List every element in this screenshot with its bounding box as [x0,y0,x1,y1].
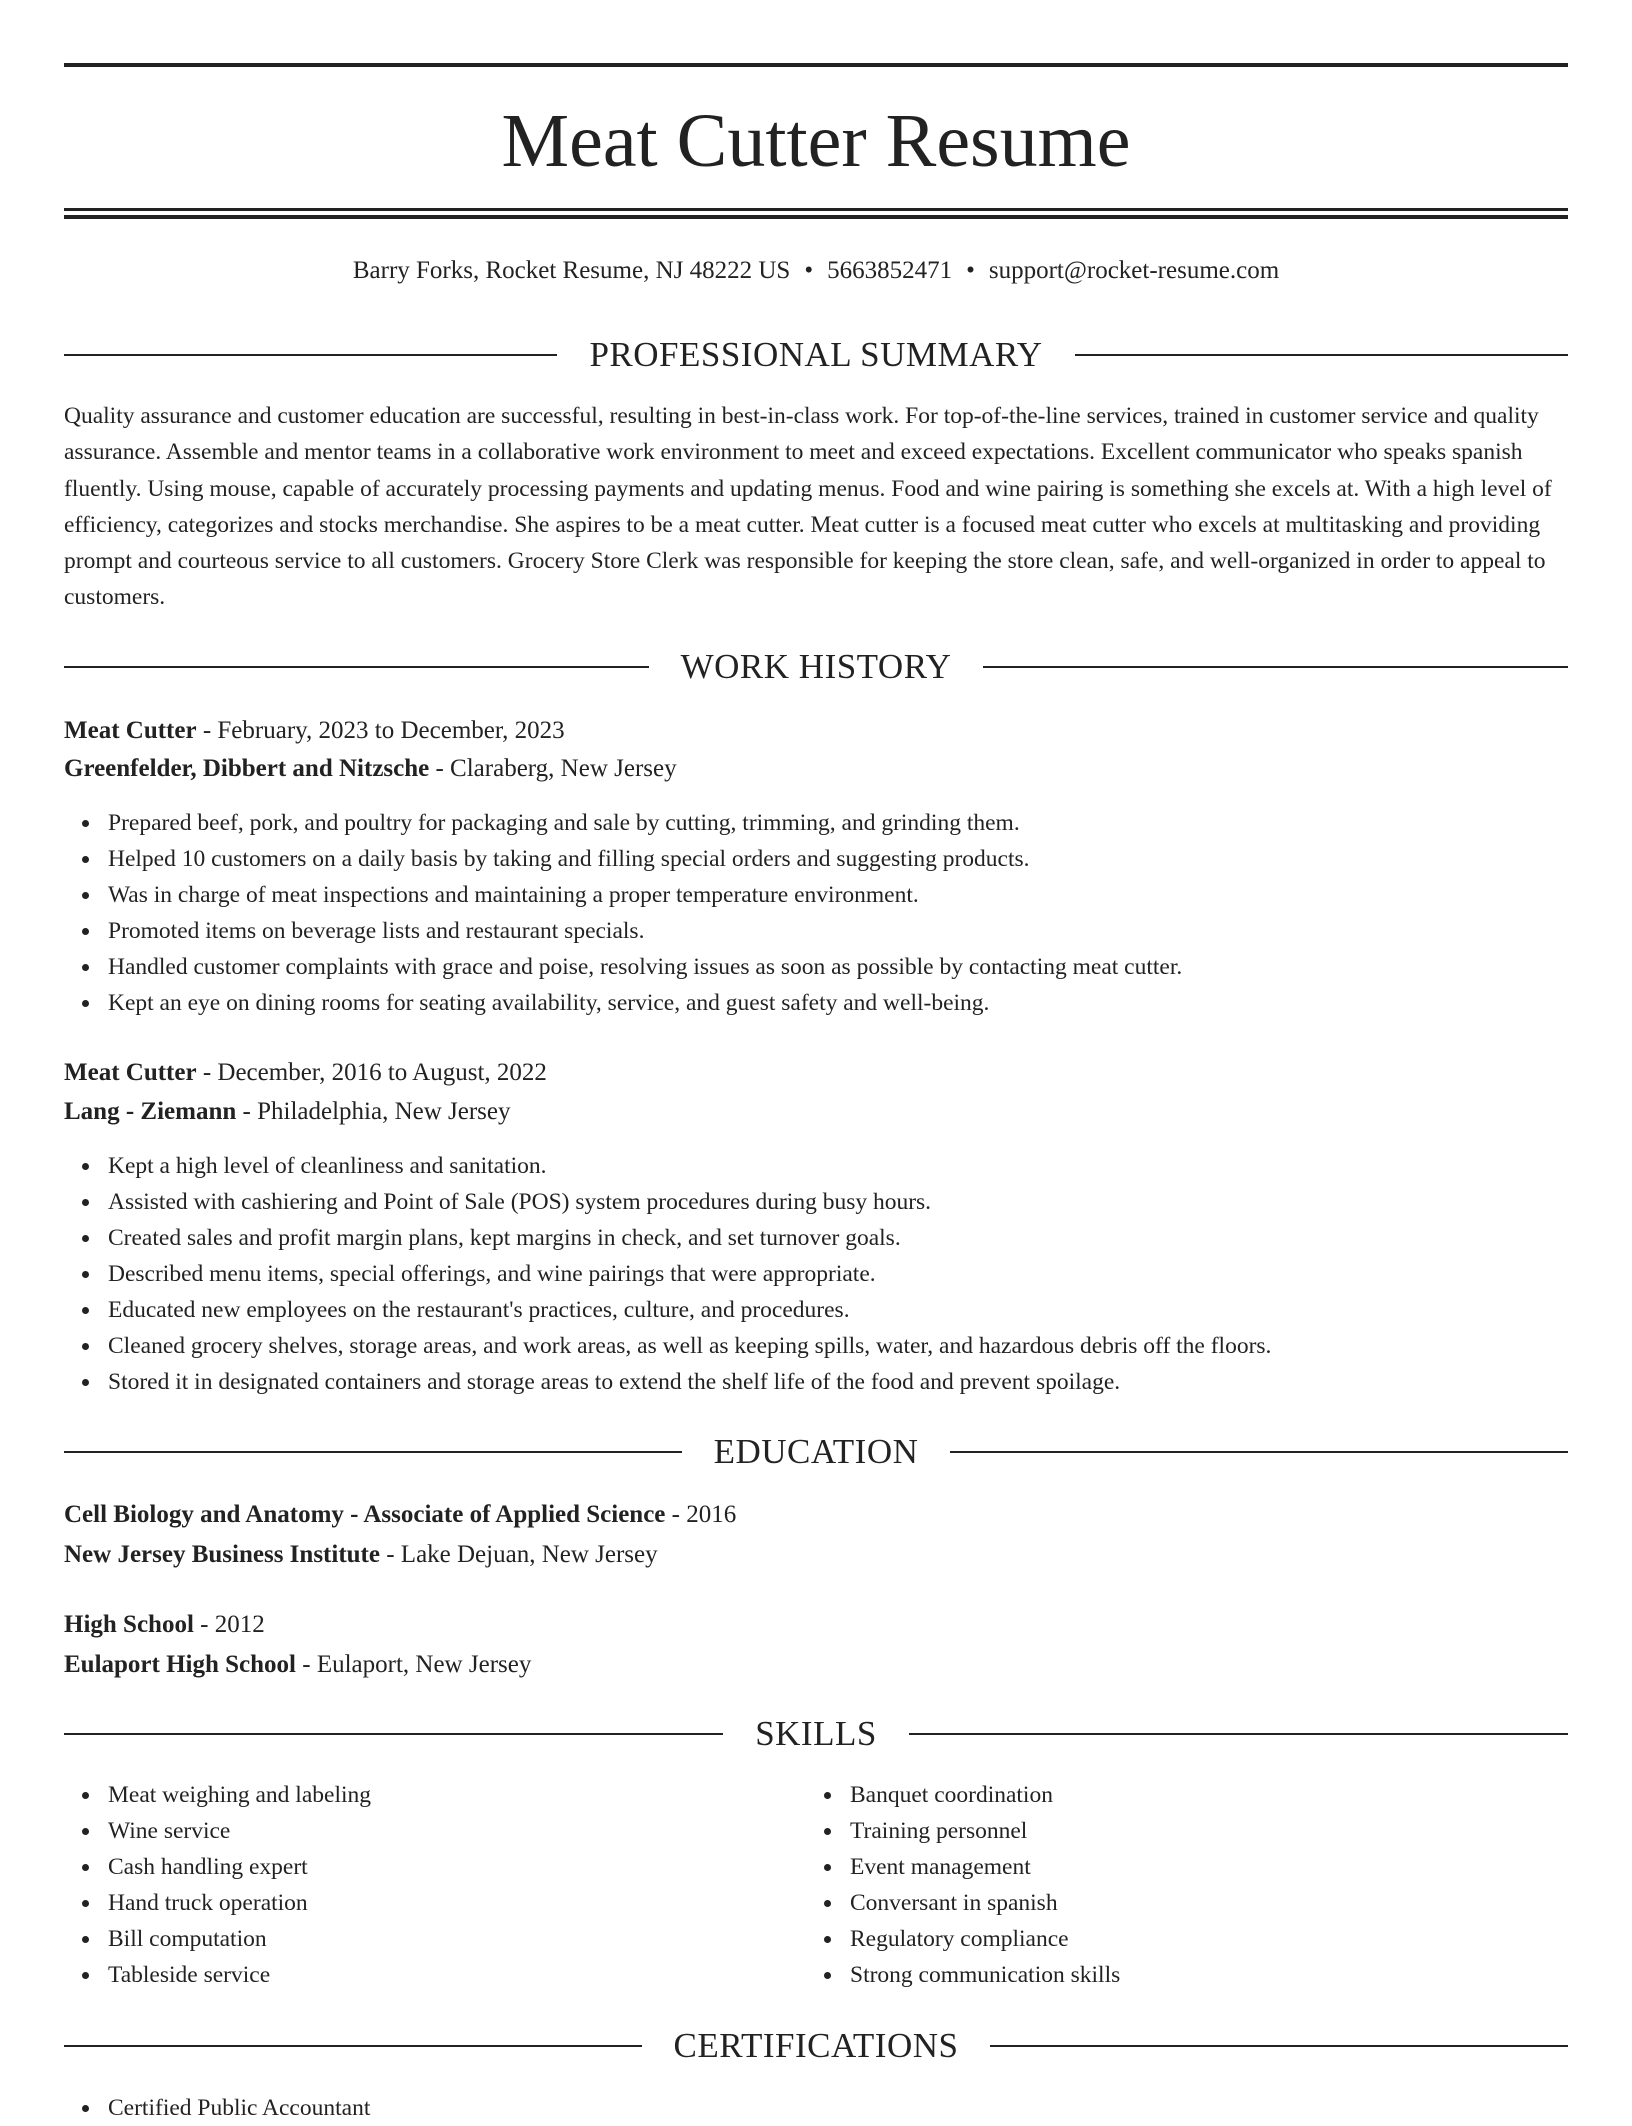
education-school-line [64,1536,1568,1574]
list-item: Handled customer complaints with grace and poise, resolving issues as soon as possible by contacting meat cutter. [108,949,1182,985]
skill-item: Conversant in spanish [850,1885,1550,1921]
education-degree: High School [64,1611,194,1638]
job-company-line [64,1093,1568,1131]
job-title-line [64,1054,1568,1092]
job-company: Lang - Ziemann [64,1098,237,1125]
section-rule [950,1451,1568,1453]
education-degree-line [64,1496,1568,1534]
list-item: Kept a high level of cleanliness and sanitation. [108,1148,1271,1184]
education-degree-line [64,1606,1568,1644]
skill-item: Training personnel [850,1813,1550,1849]
section-rule [64,1733,723,1735]
list-item: Created sales and profit margin plans, kept margins in check, and set turnover goals. [108,1220,1271,1256]
contact-address: Barry Forks, Rocket Resume, NJ 48222 US [352,257,791,284]
contact-separator: • [804,257,814,284]
section-title: SKILLS [755,1714,877,1753]
list-item: Educated new employees on the restaurant's practices, culture, and procedures. [108,1292,1271,1328]
section-rule [909,1733,1568,1735]
resume-title: Meat Cutter Resume [501,99,1131,183]
summary-text: Quality assurance and customer education are successful, resulting in best-in-class work. For top-of-the-line services, trained in customer service and quality assurance. Assemble and mentor teams in a collaborative work environment to meet and exceed expectations. Excellent communicator who speaks spanish fluently. Using mouse, capable of accurately processing payments and updating menus. Food and wine pairing is something she excels at. With a high level of efficiency, categorizes and stocks merchandise. She aspires to be a meat cutter. Meat cutter is a focused meat cutter who excels at multitasking and providing prompt and courteous service to all customers. Grocery Store Clerk was responsible for keeping the store clean, safe, and well-organized in order to appeal to customers. [64,403,1552,611]
list-item: Was in charge of meat inspections and maintaining a proper temperature environment. [108,877,1182,913]
section-header-work-history [64,645,1568,689]
skill-item: Event management [850,1849,1550,1885]
skill-item: Strong communication skills [850,1957,1550,1993]
job-role: Meat Cutter [64,1059,197,1086]
section-title: WORK HISTORY [680,647,952,686]
list-item: Prepared beef, pork, and poultry for packaging and sale by cutting, trimming, and grinding them. [108,805,1182,841]
skill-item: Banquet coordination [850,1777,1550,1813]
skill-item: Meat weighing and labeling [108,1777,808,1813]
list-item: Described menu items, special offerings, and wine pairings that were appropriate. [108,1256,1271,1292]
education-school: Eulaport High School [64,1651,296,1678]
certification-item: Certified Public Accountant [108,2090,370,2126]
section-title: CERTIFICATIONS [673,2026,959,2065]
section-rule [64,2045,642,2047]
education-year: - 2016 [665,1501,737,1528]
job-title-line [64,712,1568,750]
job-location: - Philadelphia, New Jersey [236,1098,511,1125]
list-item: Stored it in designated containers and storage areas to extend the shelf life of the food and prevent spoilage. [108,1364,1271,1400]
section-rule [64,354,557,356]
section-rule [1075,354,1568,356]
section-header-skills [64,1712,1568,1756]
education-year: - 2012 [193,1611,265,1638]
section-header-certifications [64,2024,1568,2068]
section-rule [64,1451,682,1453]
section-title: EDUCATION [713,1432,919,1471]
education-location: - Lake Dejuan, New Jersey [379,1541,658,1568]
job-location: - Claraberg, New Jersey [429,755,677,782]
job-duties-list [64,1148,1271,1400]
section-rule [990,2045,1568,2047]
job-company: Greenfelder, Dibbert and Nitzsche [64,755,430,782]
title-double-rule [64,208,1568,219]
skill-item: Tableside service [108,1957,808,1993]
job-role: Meat Cutter [64,717,197,744]
skill-item: Bill computation [108,1921,808,1957]
skill-item: Cash handling expert [108,1849,808,1885]
skill-item: Wine service [108,1813,808,1849]
section-header-education [64,1430,1568,1474]
contact-separator: • [966,257,975,284]
skill-item: Hand truck operation [108,1885,808,1921]
education-location: - Eulaport, New Jersey [296,1651,532,1678]
section-title: PROFESSIONAL SUMMARY [589,335,1043,374]
skills-list-left [64,1777,808,1993]
list-item: Assisted with cashiering and Point of Sale (POS) system procedures during busy hours. [108,1184,1271,1220]
list-item: Kept an eye on dining rooms for seating availability, service, and guest safety and well-being. [108,985,1182,1021]
contact-line [64,253,1568,289]
section-rule [64,666,649,668]
education-degree: Cell Biology and Anatomy - Associate of Applied Science [64,1501,666,1528]
certifications-list [64,2090,370,2126]
job-dates: - December, 2016 to August, 2022 [196,1059,547,1086]
section-header-summary [64,333,1568,377]
job-dates: - February, 2023 to December, 2023 [196,717,565,744]
education-school: New Jersey Business Institute [64,1541,380,1568]
job-duties-list [64,805,1182,1021]
list-item: Helped 10 customers on a daily basis by taking and filling special orders and suggesting products. [108,841,1182,877]
contact-email: support@rocket-resume.com [988,257,1280,284]
top-rule [64,63,1568,67]
skill-item: Regulatory compliance [850,1921,1550,1957]
contact-phone: 5663852471 [827,257,953,284]
education-school-line [64,1646,1568,1684]
skills-list-right [806,1777,1550,1993]
job-company-line [64,750,1568,788]
list-item: Promoted items on beverage lists and restaurant specials. [108,913,1182,949]
section-rule [983,666,1568,668]
list-item: Cleaned grocery shelves, storage areas, and work areas, as well as keeping spills, water, and hazardous debris off the floors. [108,1328,1271,1364]
